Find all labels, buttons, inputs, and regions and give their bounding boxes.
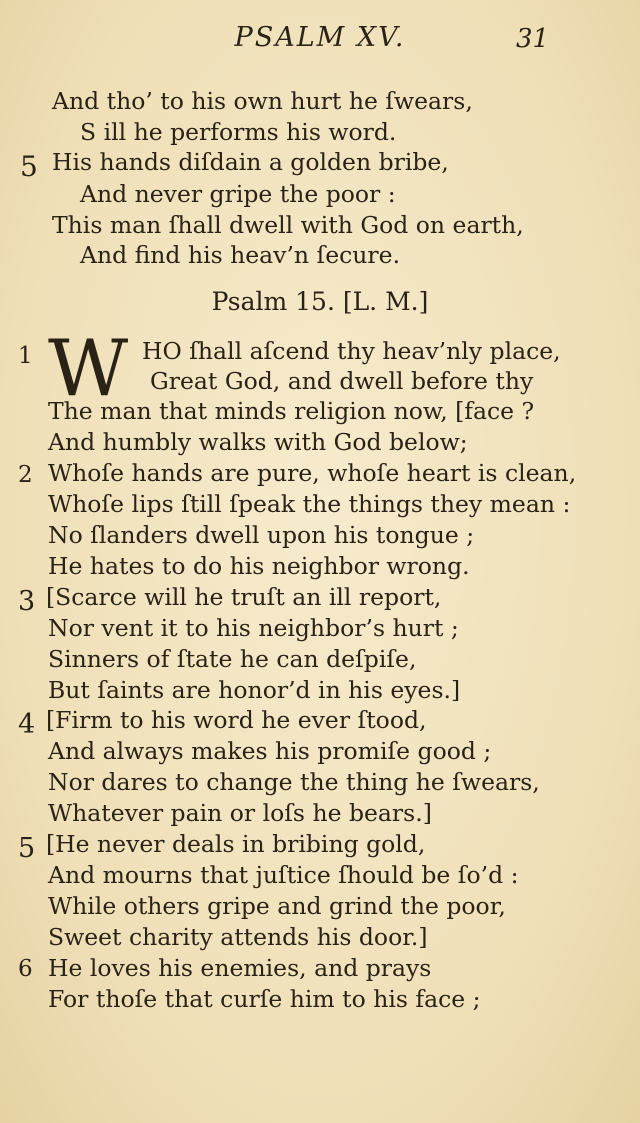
text-line: [Scarce will he truſt an ill report, [46,583,442,611]
text-line: And find his heav’n ſecure. [80,241,401,269]
text-line: And tho’ to his own hurt he ſwears, [52,87,473,115]
text-line: Whoſe hands are pure, whoſe heart is clean, [48,459,577,487]
text-line: S ill he performs his word. [80,118,397,146]
text-line: The man that minds religion now, [face ? [48,397,535,425]
verse-number: 5 [18,833,36,864]
text-line: And mourns that juſtice ſhould be ſo’d : [48,861,519,889]
text-line: [He never deals in bribing gold, [46,830,426,858]
running-header: PSALM XV. [234,22,406,53]
text-line: He loves his enemies, and prays [48,954,432,982]
text-line: Sinners of ſtate he can deſpiſe, [48,645,417,673]
verse-number: 6 [18,956,33,982]
text-line: Nor dares to change the thing he ſwears, [48,768,540,796]
text-line: Nor vent it to his neighbor’s hurt ; [48,614,459,642]
text-line: [Firm to his word he ever ſtood, [46,706,427,734]
verse-number: 2 [18,462,33,488]
text-line: For thoſe that curſe him to his face ; [48,985,481,1013]
text-line: But ſaints are honor’d in his eyes.] [48,676,461,704]
verse-number: 3 [18,586,36,617]
text-line: Whatever pain or loſs he bears.] [48,799,432,827]
drop-cap: W [48,324,129,414]
text-line: He hates to do his neighbor wrong. [48,552,470,580]
verse-number: 5 [20,150,38,183]
text-line: And never gripe the poor : [80,180,396,208]
text-line: And humbly walks with God below; [48,428,468,456]
text-line: And always makes his promiſe good ; [48,737,492,765]
text-line: Sweet charity attends his door.] [48,923,428,951]
text-line: His hands diſdain a golden bribe, [52,148,449,176]
text-line: HO ſhall aſcend thy heav’nly place, [142,337,561,365]
text-line: Whoſe lips ſtill ſpeak the things they mean : [48,490,571,518]
text-line: No ſlanders dwell upon his tongue ; [48,521,475,549]
psalm-heading: Psalm 15. [L. M.] [211,287,429,316]
verse-number: 4 [18,709,36,740]
text-line: While others gripe and grind the poor, [48,892,506,920]
verse-number: 1 [18,343,33,369]
page-number: 31 [516,24,550,54]
text-line: This man ſhall dwell with God on earth, [52,211,524,239]
text-line: Great God, and dwell before thy [150,367,534,395]
